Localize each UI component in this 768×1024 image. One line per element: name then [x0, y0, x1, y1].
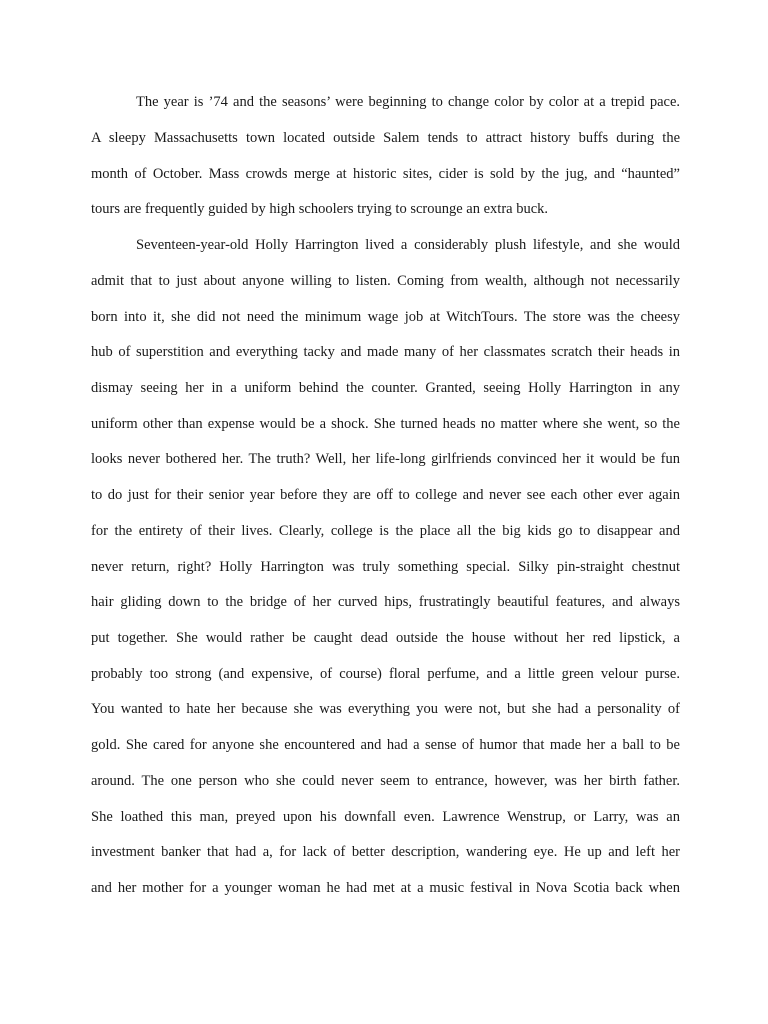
paragraph-2-line-18: investment banker that had a, for lack of better description, wandering eye. He up and left her	[91, 844, 680, 860]
paragraph-2-line-14: You wanted to hate her because she was everything you were not, but she had a personality of	[91, 701, 680, 717]
paragraph-2-line-12: put together. She would rather be caught dead outside the house without her red lipstick, a	[91, 630, 680, 646]
paragraph-2-line-2: admit that to just about anyone willing to listen. Coming from wealth, although not necessarily	[91, 273, 680, 289]
paragraph-2-line-7: looks never bothered her. The truth? Well, her life-long girlfriends convinced her it would be fun	[91, 451, 680, 467]
paragraph-2-line-3: born into it, she did not need the minimum wage job at WitchTours. The store was the cheesy	[91, 309, 680, 325]
paragraph-2-line-17: She loathed this man, preyed upon his downfall even. Lawrence Wenstrup, or Larry, was an	[91, 809, 680, 825]
paragraph-1-line-3: month of October. Mass crowds merge at historic sites, cider is sold by the jug, and “haunted”	[91, 166, 680, 182]
paragraph-1-line-2: A sleepy Massachusetts town located outside Salem tends to attract history buffs during the	[91, 130, 680, 146]
paragraph-2-line-13: probably too strong (and expensive, of course) floral perfume, and a little green velour purse.	[91, 666, 680, 682]
paragraph-2-line-11: hair gliding down to the bridge of her curved hips, frustratingly beautiful features, and always	[91, 594, 680, 610]
paragraph-2-line-6: uniform other than expense would be a shock. She turned heads no matter where she went, so the	[91, 416, 680, 432]
paragraph-2-line-5: dismay seeing her in a uniform behind the counter. Granted, seeing Holly Harrington in any	[91, 380, 680, 396]
paragraph-2-line-10: never return, right? Holly Harrington was truly something special. Silky pin-straight chestnut	[91, 559, 680, 575]
paragraph-2-line-1: Seventeen-year-old Holly Harrington lived a considerably plush lifestyle, and she would	[136, 237, 680, 253]
paragraph-1-line-4: tours are frequently guided by high schoolers trying to scrounge an extra buck.	[91, 201, 549, 217]
paragraph-1-line-1: The year is ’74 and the seasons’ were beginning to change color by color at a trepid pace.	[136, 94, 680, 110]
paragraph-2-line-8: to do just for their senior year before they are off to college and never see each other ever again	[91, 487, 680, 503]
paragraph-2-line-16: around. The one person who she could never seem to entrance, however, was her birth father.	[91, 773, 680, 789]
paragraph-2-line-9: for the entirety of their lives. Clearly, college is the place all the big kids go to disappear and	[91, 523, 680, 539]
paragraph-2-line-15: gold. She cared for anyone she encountered and had a sense of humor that made her a ball to be	[91, 737, 680, 753]
paragraph-2-line-19: and her mother for a younger woman he had met at a music festival in Nova Scotia back when	[91, 880, 680, 896]
paragraph-2-line-4: hub of superstition and everything tacky and made many of her classmates scratch their heads in	[91, 344, 680, 360]
